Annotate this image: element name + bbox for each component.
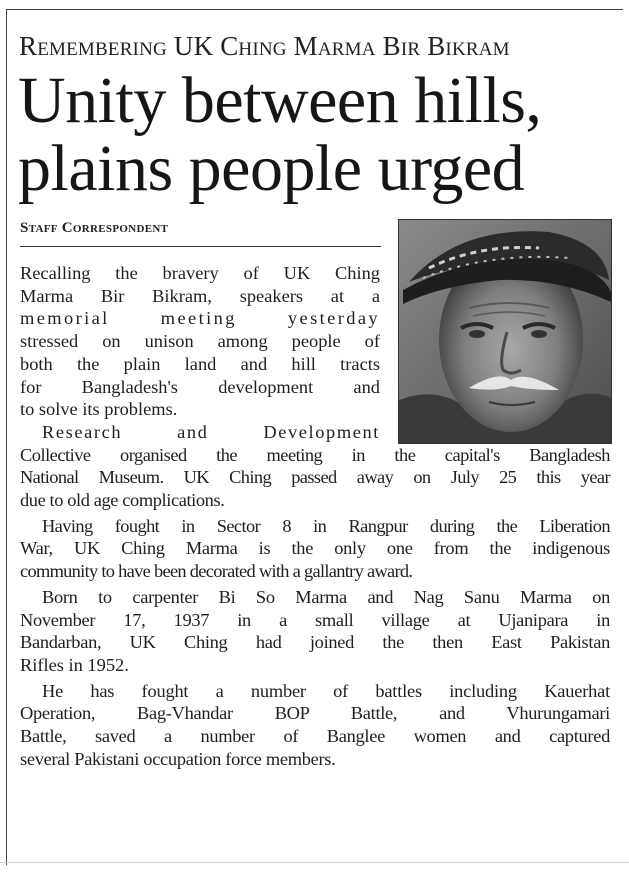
paragraph-5-line: Battle, saved a number of Banglee women and captured <box>20 726 610 747</box>
article-headline <box>18 64 623 205</box>
paragraph-5-line: Operation, Bag-Vhandar BOP Battle, and Vhurungamari <box>20 703 610 724</box>
paragraph-4-line: Rifles in 1952. <box>20 654 129 675</box>
paragraph-1 <box>20 262 380 421</box>
paragraph-2-line: National Museum. UK Ching passed away on July 25 this year <box>20 467 610 488</box>
bottom-border-rule <box>0 862 629 863</box>
headline-line-1: Unity between hills, <box>18 64 542 137</box>
paragraph-3-line: Having fought in Sector 8 in Rangpur during the Liberation <box>42 515 610 536</box>
paragraph-3 <box>20 515 610 583</box>
paragraph-3-line: War, UK Ching Marma is the only one from the indigenous <box>20 538 610 559</box>
paragraph-2 <box>20 421 610 512</box>
paragraph-2-line: Research and Development <box>42 421 380 442</box>
paragraph-1-line: memorial meeting yesterday <box>20 308 380 329</box>
top-border-rule <box>6 9 623 10</box>
paragraph-4 <box>20 586 610 677</box>
paragraph-4-line: November 17, 1937 in a small village at Ujanipara in <box>20 609 610 630</box>
paragraph-1-line: Marma Bir Bikram, speakers at a <box>20 285 380 306</box>
paragraph-2-line: Collective organised the meeting in the capital's Bangladesh <box>20 444 610 465</box>
byline-rule <box>20 246 381 247</box>
paragraph-5-line: He has fought a number of battles including Kauerhat <box>42 680 610 701</box>
byline: Staff Correspondent <box>20 220 169 236</box>
paragraph-1-line: stressed on unison among people of <box>20 331 380 352</box>
paragraph-1-line: Recalling the bravery of UK Ching <box>20 263 380 283</box>
left-border-rule <box>6 9 7 865</box>
paragraph-3-line: community to have been decorated with a gallantry award. <box>20 561 413 582</box>
paragraph-1-line: for Bangladesh's development and <box>20 376 380 397</box>
paragraph-4-line: Born to carpenter Bi So Marma and Nag Sanu Marma on <box>42 586 610 607</box>
paragraph-5-line: several Pakistani occupation force members. <box>20 748 336 769</box>
paragraph-2-line: due to old age complications. <box>20 490 225 511</box>
article-body <box>20 262 610 770</box>
paragraph-5 <box>20 680 610 771</box>
paragraph-1-line: to solve its problems. <box>20 399 178 420</box>
headline-line-2: plains people urged <box>18 132 525 205</box>
article-kicker: Remembering UK Ching Marma Bir Bikram <box>19 31 510 61</box>
paragraph-1-line: both the plain land and hill tracts <box>20 353 380 374</box>
paragraph-4-line: Bandarban, UK Ching had joined the then East Pakistan <box>20 632 610 653</box>
